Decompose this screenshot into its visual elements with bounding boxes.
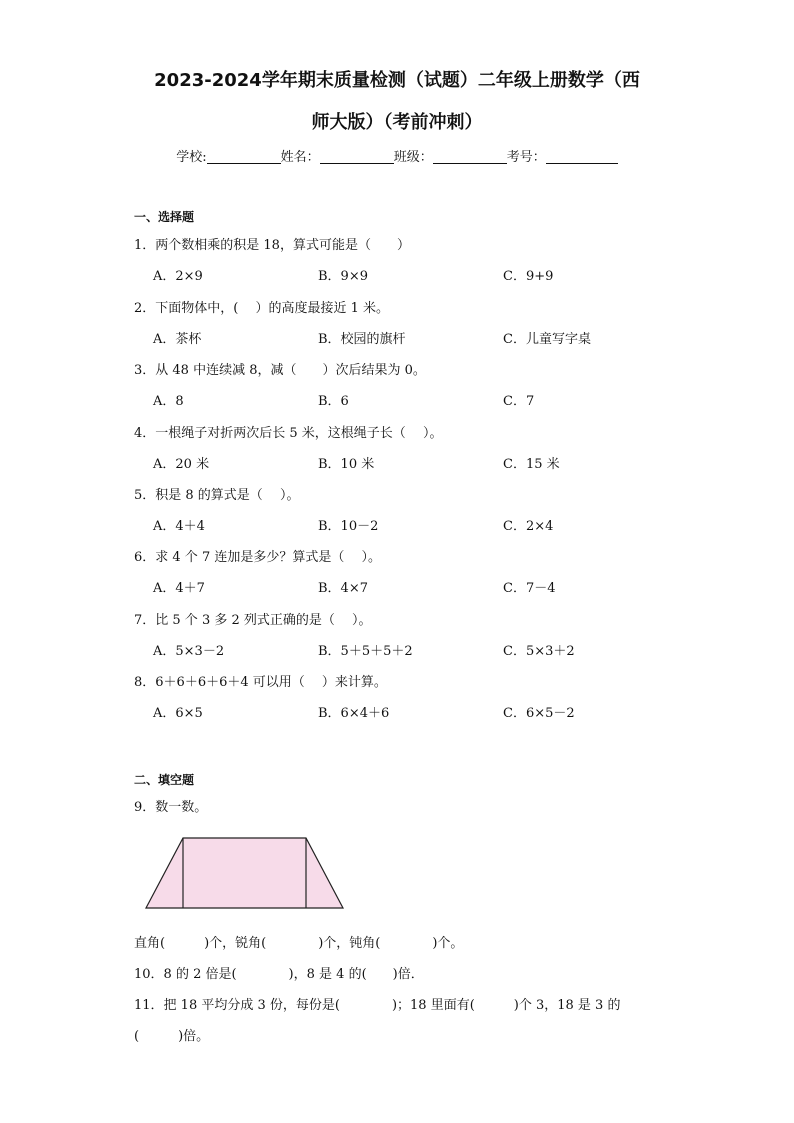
section-choice-heading: 一、选择题 xyxy=(134,210,195,224)
q3-option-b: B．6 xyxy=(318,394,349,409)
question-3: 3．从 48 中连续减 8，减（ ）次后结果为 0。 xyxy=(134,363,426,378)
q5-option-b: B．10－2 xyxy=(318,519,379,534)
class-label: 班级： xyxy=(393,150,433,165)
question-1: 1．两个数相乘的积是 18，算式可能是（ ） xyxy=(134,238,410,253)
q7-option-a: A．5×3－2 xyxy=(153,644,225,659)
page-title-line1: 2023-2024学年期末质量检测（试题）二年级上册数学（西 xyxy=(154,70,640,91)
question-10: 10．8 的 2 倍是( )，8 是 4 的( )倍． xyxy=(134,967,424,982)
q4-option-a: A．20 米 xyxy=(153,457,210,472)
page-title-line2: 师大版）（考前冲刺） xyxy=(311,112,483,133)
question-6: 6．求 4 个 7 连加是多少？算式是（ ）。 xyxy=(134,550,381,565)
trapezoid-figure xyxy=(140,832,350,914)
q6-option-b: B．4×7 xyxy=(318,581,368,596)
q4-option-c: C．15 米 xyxy=(503,457,560,472)
question-9: 9．数一数。 xyxy=(134,800,208,815)
school-blank[interactable] xyxy=(207,149,281,164)
q5-option-a: A．4＋4 xyxy=(153,519,205,534)
name-blank[interactable] xyxy=(320,149,394,164)
question-5: 5．积是 8 的算式是（ ）。 xyxy=(134,488,300,503)
q5-option-c: C．2×4 xyxy=(503,519,554,534)
q3-option-a: A．8 xyxy=(153,394,184,409)
question-11-line2: ( )倍。 xyxy=(134,1029,210,1044)
q1-option-b: B．9×9 xyxy=(318,269,368,284)
q7-option-b: B．5＋5＋5＋2 xyxy=(318,644,413,659)
q3-option-c: C．7 xyxy=(503,394,535,409)
question-2: 2．下面物体中，( ）的高度最接近 1 米。 xyxy=(134,301,390,316)
q2-option-a: A．茶杯 xyxy=(153,332,202,347)
q1-option-a: A．2×9 xyxy=(153,269,203,284)
q2-option-c: C．儿童写字桌 xyxy=(503,332,591,347)
question-7: 7．比 5 个 3 多 2 列式正确的是（ ）。 xyxy=(134,613,372,628)
trapezoid-shape xyxy=(146,838,343,908)
q1-option-c: C．9+9 xyxy=(503,269,554,284)
section-fill-heading: 二、填空题 xyxy=(134,773,195,787)
question-8: 8．6＋6＋6＋6＋4 可以用（ ）来计算。 xyxy=(134,675,387,690)
school-label: 学校: xyxy=(176,150,207,165)
number-label: 考号： xyxy=(506,150,546,165)
q6-option-c: C．7－4 xyxy=(503,581,556,596)
q6-option-a: A．4＋7 xyxy=(153,581,205,596)
question-11-line1: 11．把 18 平均分成 3 份，每份是( )；18 里面有( )个 3，18 是 3 的 xyxy=(134,998,621,1013)
student-info-line xyxy=(100,146,694,165)
name-label: 姓名： xyxy=(280,150,320,165)
q8-option-a: A．6×5 xyxy=(153,706,203,721)
q2-option-b: B．校园的旗杆 xyxy=(318,332,406,347)
number-blank[interactable] xyxy=(546,149,618,164)
q4-option-b: B．10 米 xyxy=(318,457,375,472)
class-blank[interactable] xyxy=(433,149,507,164)
question-9-answer: 直角( )个，锐角( )个，钝角( )个。 xyxy=(134,936,464,951)
q7-option-c: C．5×3＋2 xyxy=(503,644,575,659)
q8-option-b: B．6×4＋6 xyxy=(318,706,390,721)
q8-option-c: C．6×5－2 xyxy=(503,706,575,721)
question-4: 4．一根绳子对折两次后长 5 米，这根绳子长（ ）。 xyxy=(134,426,443,441)
